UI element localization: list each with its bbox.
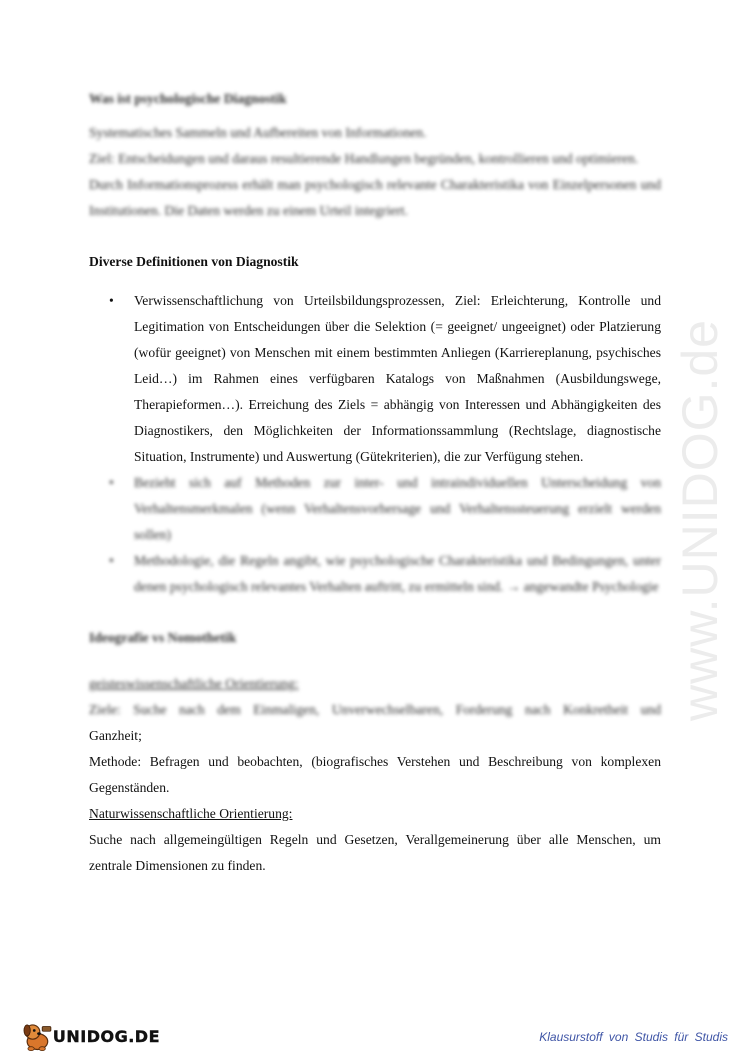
section-heading: Ideografie vs Nomothetik [89, 630, 237, 645]
logo-text: UNIDOG.DE [52, 1026, 160, 1046]
section-heading: Was ist psychologische Diagnostik [89, 91, 287, 106]
section-ideography [89, 625, 661, 879]
footer-slogan: Klausurstoff von Studis für Studis [539, 1030, 728, 1044]
bullet-icon: • [109, 475, 114, 490]
section-heading: Diverse Definitionen von Diagnostik [89, 254, 299, 269]
dog-icon [20, 1016, 55, 1056]
paragraph: Ziele: Suche nach dem Einmaligen, Unverwechselbaren, Forderung nach Konkretheit und [89, 702, 661, 717]
paragraph: Systematisches Sammeln und Aufbereiten von Informationen. [89, 125, 427, 140]
paragraph: Durch Informationsprozess erhält man psychologisch relevante Charakteristika von Einzelpersonen und Institutionen. Die Daten werden zu einem Urteil integriert. [89, 177, 661, 218]
definitions-list [89, 288, 661, 600]
list-item [89, 470, 661, 548]
list-item-text: Verwissenschaftlichung von Urteilsbildungsprozessen, Ziel: Erleichterung, Kontrolle und Legitimation von Entscheidungen über die Selektion (= geeignet/ ungeeignet) oder Platzierung (wofür geeignet) von Menschen mit einem bestimmten Anliegen (Karriereplanung, psychisches Leid…) im Rahmen eines verfügbaren Katalogs von Maßnahmen (Ausbildungswege, Therapieformen…). Erreichung des Ziels = abhängig von Interessen und Abhängigkeiten des Diagnostikers, den Möglichkeiten der Informationssammlung (Rechtslage, diagnostische Situation, Instrumente) und Auswertung (Gütekriterien), die zur Verfügung stehen. [134, 293, 661, 464]
list-item-text: Bezieht sich auf Methoden zur inter- und intraindividuellen Unterscheidung von Verhaltensmerkmalen (wenn Verhaltensvorhersage und Verhaltenssteuerung erzielt werden sollen) [134, 475, 661, 542]
bullet-icon: • [109, 293, 114, 308]
paragraph: Ziel: Entscheidungen und daraus resultierende Handlungen begründen, kontrollieren und optimieren. [89, 151, 639, 166]
bullet-icon: • [109, 553, 114, 568]
section-what-is-diagnostics [89, 86, 661, 224]
subheading: Naturwissenschaftliche Orientierung: [89, 806, 293, 821]
paragraph: Suche nach allgemeingültigen Regeln und Gesetzen, Verallgemeinerung über alle Menschen, um zentrale Dimensionen zu finden. [89, 832, 661, 873]
page-content [89, 86, 661, 879]
list-item [89, 548, 661, 600]
section-definitions [89, 249, 661, 600]
list-item-text: Methodologie, die Regeln angibt, wie psychologische Charakteristika und Bedingungen, unter denen psychologisch relevantes Verhalten auftritt, zu ermitteln sind. → angewandte Psychologie [134, 553, 661, 594]
unidog-logo [20, 1016, 160, 1056]
subheading: geisteswissenschaftliche Orientierung: [89, 676, 299, 691]
paragraph: Ganzheit; [89, 728, 142, 743]
watermark: www.UNIDOG.de [672, 319, 728, 721]
paragraph: Methode: Befragen und beobachten, (biografisches Verstehen und Beschreibung von komplexen Gegenständen. [89, 754, 661, 795]
list-item [89, 288, 661, 470]
